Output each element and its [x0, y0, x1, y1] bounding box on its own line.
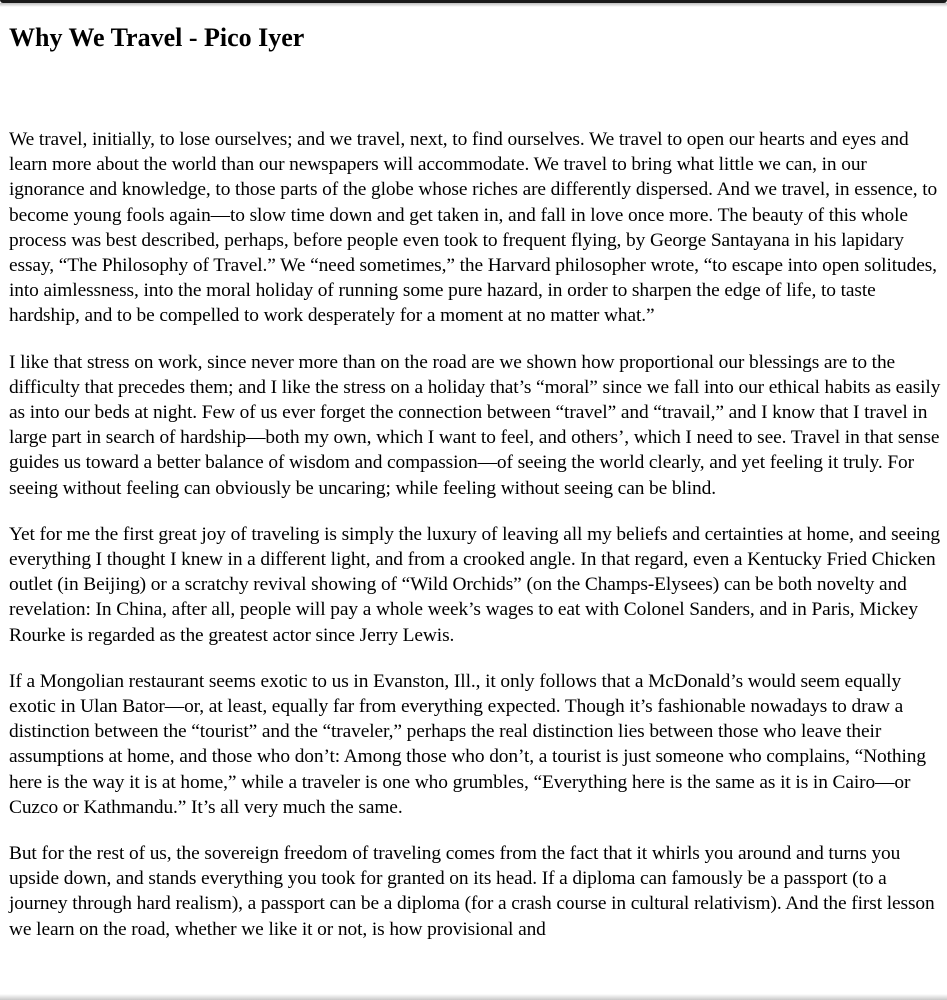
article-paragraph: I like that stress on work, since never more than on the road are we shown how proportional our blessings are to the difficulty that precedes them; and I like the stress on a holiday that’s “moral” since we fall into our ethical habits as easily as into our beds at night. Few of us ever forget the connection between “travel” and “travail,” and I know that I travel in large part in search of hardship—both my own, which I want to feel, and others’, which I need to see. Travel in that sense guides us toward a better balance of wisdom and compassion—of seeing the world clearly, and yet feeling it truly. For seeing without feeling can obviously be uncaring; while feeling without seeing can be blind. — [9, 351, 941, 499]
page-title: Why We Travel - Pico Iyer — [9, 23, 305, 52]
article-paragraph: We travel, initially, to lose ourselves; and we travel, next, to find ourselves. We travel to open our hearts and eyes and learn more about the world than our newspapers will accommodate. We travel to bring what little we can, in our ignorance and knowledge, to those parts of the globe whose riches are differently dispersed. And we travel, in essence, to become young fools again—to slow time down and get taken in, and fall in love once more. The beauty of this whole process was best described, perhaps, before people even took to frequent flying, by George Santayana in his lapidary essay, “The Philosophy of Travel.” We “need sometimes,” the Harvard philosopher wrote, “to escape into open solitudes, into aimlessness, into the moral holiday of running some pure hazard, in order to sharpen the edge of life, to taste hardship, and to be compelled to work desperately for a moment at no matter what.” — [9, 129, 938, 327]
article-paragraph: If a Mongolian restaurant seems exotic to us in Evanston, Ill., it only follows that a McDonald’s would seem equally exotic in Ulan Bator—or, at least, equally far from everything expected. Though it’s fashionable nowadays to draw a distinction between the “tourist” and the “traveler,” perhaps the real distinction lies between those who leave their assumptions at home, and those who don’t: Among those who don’t, a tourist is just someone who complains, “Nothing here is the way it is at home,” while a traveler is one who grumbles, “Everything here is the same as it is in Cairo—or Cuzco or Kathmandu.” It’s all very much the same. — [9, 670, 926, 818]
window-bottom-shadow — [0, 994, 947, 1000]
article-body — [9, 127, 944, 963]
article-paragraph: But for the rest of us, the sovereign freedom of traveling comes from the fact that it whirls you around and turns you upside down, and stands everything you took for granted on its head. If a diploma can famously be a passport (to a journey through hard realism), a passport can be a diploma (for a crash course in cultural relativism). And the first lesson we learn on the road, whether we like it or not, is how provisional and — [9, 843, 935, 940]
window-top-shadow — [0, 3, 947, 7]
article-paragraph: Yet for me the first great joy of traveling is simply the luxury of leaving all my beliefs and certainties at home, and seeing everything I thought I knew in a different light, and from a crooked angle. In that regard, even a Kentucky Fried Chicken outlet (in Beijing) or a scratchy revival showing of “Wild Orchids” (on the Champs-Elysees) can be both novelty and revelation: In China, after all, people will pay a whole week’s wages to eat with Colonel Sanders, and in Paris, Mickey Rourke is regarded as the greatest actor since Jerry Lewis. — [9, 523, 941, 646]
